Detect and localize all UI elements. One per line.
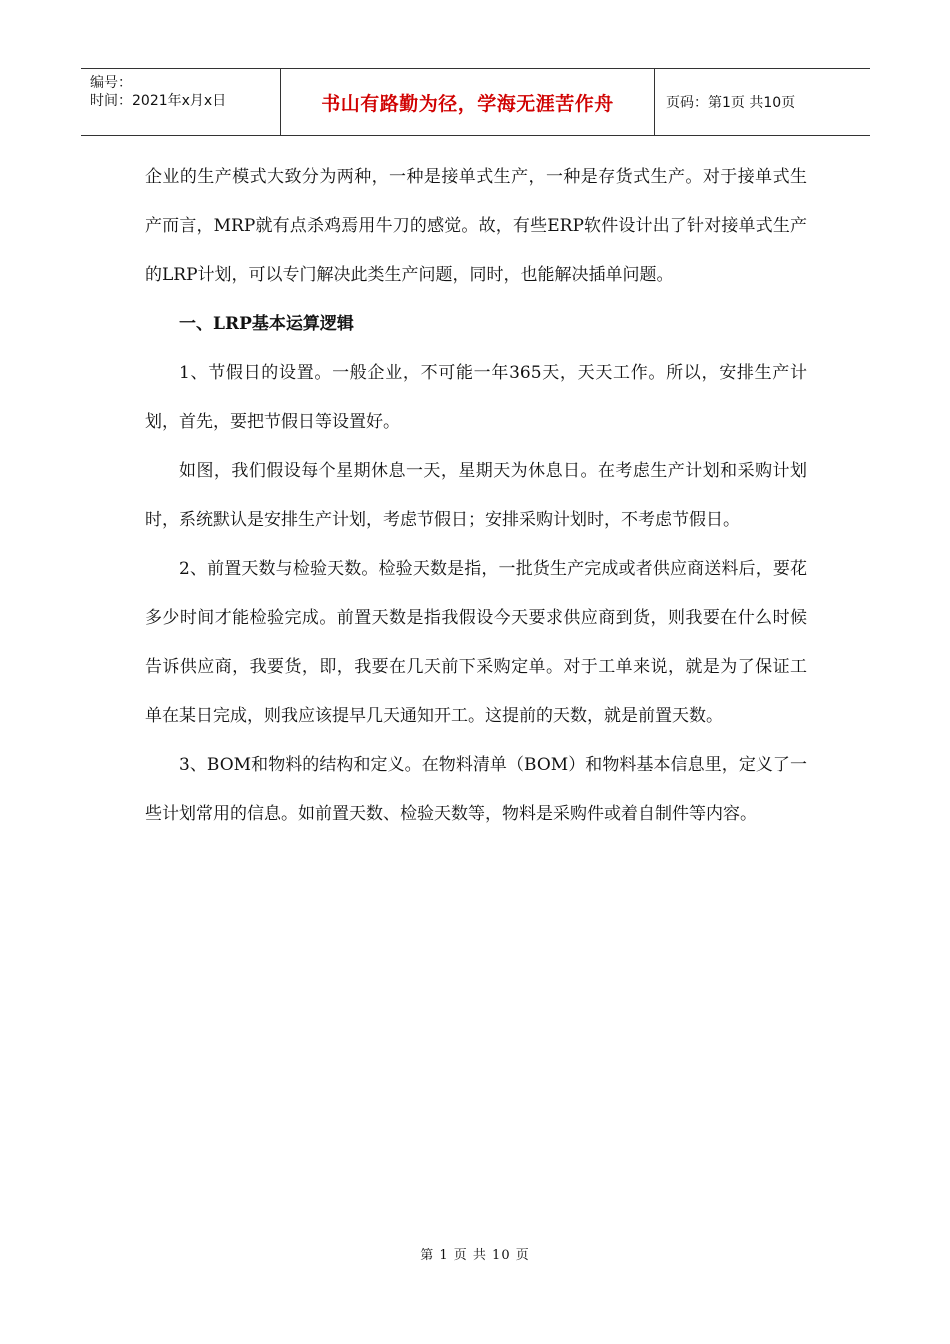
paragraph-bom: 3、BOM和物料的结构和定义。在物料清单（BOM）和物料基本信息里，定义了一些计划常用的信息。如前置天数、检验天数等，物料是采购件或着自制件等内容。 <box>145 755 807 824</box>
paragraph-lead-time: 2、前置天数与检验天数。检验天数是指，一批货生产完成或者供应商送料后，要花多少时间才能检验完成。前置天数是指我假设今天要求供应商到货，则我要在什么时候告诉供应商，我要货，即，我要在几天前下采购定单。对于工单来说，就是为了保证工单在某日完成，则我应该提早几天通知开工。这提前的天数，就是前置天数。 <box>145 559 807 726</box>
page-footer: 第 1 页 共 10 页 <box>420 1248 530 1263</box>
header-motto: 书山有路勤为径，学海无涯苦作舟 <box>281 69 655 135</box>
paragraph-holidays: 1、节假日的设置。一般企业，不可能一年365天，天天工作。所以，安排生产计划，首先，要把节假日等设置好。 <box>145 363 807 432</box>
paragraph-schedule-example: 如图，我们假设每个星期休息一天，星期天为休息日。在考虑生产计划和采购计划时，系统默认是安排生产计划，考虑节假日；安排采购计划时，不考虑节假日。 <box>145 461 807 530</box>
page-header <box>81 68 870 136</box>
section-heading: 一、LRP基本运算逻辑 <box>179 314 354 334</box>
intro-paragraph: 企业的生产模式大致分为两种，一种是接单式生产，一种是存货式生产。对于接单式生产而言，MRP就有点杀鸡焉用牛刀的感觉。故，有些ERP软件设计出了针对接单式生产的LRP计划，可以专门解决此类生产问题，同时，也能解决插单问题。 <box>145 167 807 285</box>
document-body <box>145 153 807 839</box>
header-page-info: 页码：第1页 共10页 <box>666 95 796 111</box>
document-number-label: 编号： <box>90 75 132 91</box>
document-date: 时间：2021年x月x日 <box>90 93 227 109</box>
header-meta <box>81 69 281 135</box>
